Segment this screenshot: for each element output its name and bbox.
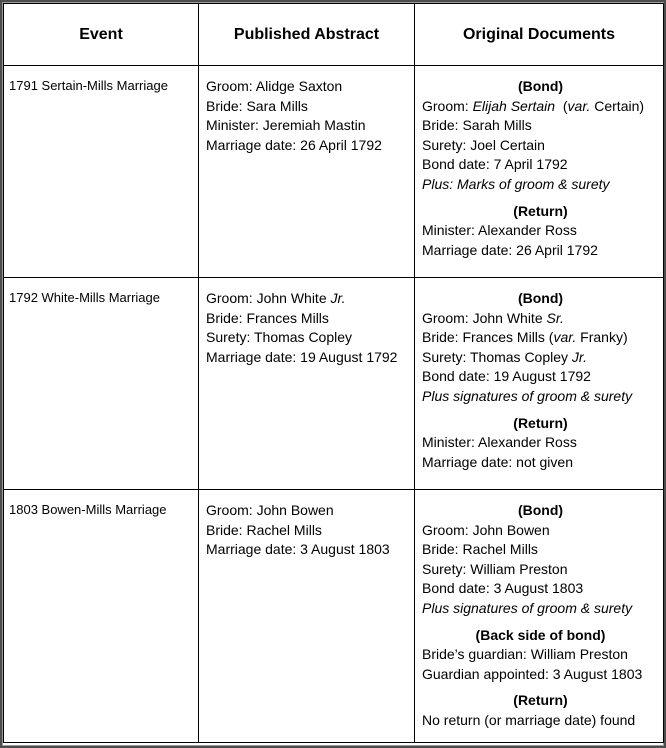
- original-cell: [415, 66, 664, 278]
- bond-surety: Surety: William Preston: [422, 560, 568, 577]
- back-appointed: Guardian appointed: 3 August 1803: [422, 665, 643, 682]
- bond-bride: Bride: Frances Mills (var. Franky): [422, 329, 628, 346]
- abstract-line: Groom: Alidge Saxton: [206, 78, 343, 94]
- abstract-surety: Surety: Thomas Copley: [206, 329, 353, 346]
- header-original-documents: Original Documents: [415, 4, 664, 66]
- back-guardian: Bride’s guardian: William Preston: [422, 646, 628, 663]
- header-row: [4, 4, 664, 66]
- bond-plus: Plus signatures of groom & surety: [422, 599, 633, 616]
- bond-date: Bond date: 3 August 1803: [422, 580, 584, 597]
- table-row: [4, 490, 664, 743]
- header-published-abstract: Published Abstract: [199, 4, 415, 66]
- event-text: 1791 Sertain-Mills Marriage: [9, 78, 168, 93]
- abstract-cell: [199, 66, 415, 278]
- event-cell: [4, 278, 199, 490]
- return-heading: (Return): [513, 202, 568, 219]
- abstract-line: Marriage date: 26 April 1792: [206, 136, 382, 153]
- abstract-line: Groom: John Bowen: [206, 502, 334, 518]
- abstract-date: Marriage date: 19 August 1792: [206, 348, 398, 365]
- bond-groom: Groom: Elijah Sertain (var. Certain): [422, 97, 645, 114]
- return-heading: (Return): [513, 414, 568, 431]
- bond-date: Bond date: 7 April 1792: [422, 156, 568, 173]
- event-cell: [4, 66, 199, 278]
- abstract-bride: Bride: Frances Mills: [206, 309, 329, 326]
- return-note: No return (or marriage date) found: [422, 711, 636, 728]
- original-cell: [415, 490, 664, 743]
- abstract-line: Bride: Sara Mills: [206, 97, 308, 114]
- bond-plus: Plus signatures of groom & surety: [422, 387, 633, 404]
- event-text: 1792 White-Mills Marriage: [9, 290, 160, 305]
- bond-groom: Groom: John Bowen: [422, 521, 550, 538]
- abstract-line: Bride: Rachel Mills: [206, 521, 322, 538]
- return-minister: Minister: Alexander Ross: [422, 434, 577, 451]
- bond-bride: Bride: Sarah Mills: [422, 117, 532, 134]
- bond-heading: (Bond): [517, 502, 564, 518]
- bond-surety: Surety: Joel Certain: [422, 136, 545, 153]
- bond-plus: Plus: Marks of groom & surety: [422, 175, 610, 192]
- bond-groom: Groom: John White Sr.: [422, 309, 564, 326]
- records-table: [3, 3, 664, 743]
- event-text: 1803 Bowen-Mills Marriage: [9, 502, 167, 517]
- table-row: [4, 278, 664, 490]
- abstract-line: Minister: Jeremiah Mastin: [206, 117, 366, 134]
- back-heading: (Back side of bond): [475, 626, 606, 643]
- return-date: Marriage date: 26 April 1792: [422, 241, 598, 258]
- return-minister: Minister: Alexander Ross: [422, 222, 577, 239]
- bond-surety: Surety: Thomas Copley Jr.: [422, 348, 587, 365]
- abstract-line: Marriage date: 3 August 1803: [206, 541, 390, 558]
- table-row: [4, 66, 664, 278]
- bond-heading: (Bond): [517, 78, 564, 94]
- return-date: Marriage date: not given: [422, 453, 573, 470]
- header-event: Event: [4, 4, 199, 66]
- original-cell: [415, 278, 664, 490]
- abstract-cell: [199, 490, 415, 743]
- abstract-cell: [199, 278, 415, 490]
- abstract-groom: Groom: John White Jr.: [206, 290, 346, 306]
- return-heading: (Return): [513, 692, 568, 709]
- bond-bride: Bride: Rachel Mills: [422, 541, 538, 558]
- event-cell: [4, 490, 199, 743]
- bond-date: Bond date: 19 August 1792: [422, 368, 591, 385]
- bond-heading: (Bond): [517, 290, 564, 306]
